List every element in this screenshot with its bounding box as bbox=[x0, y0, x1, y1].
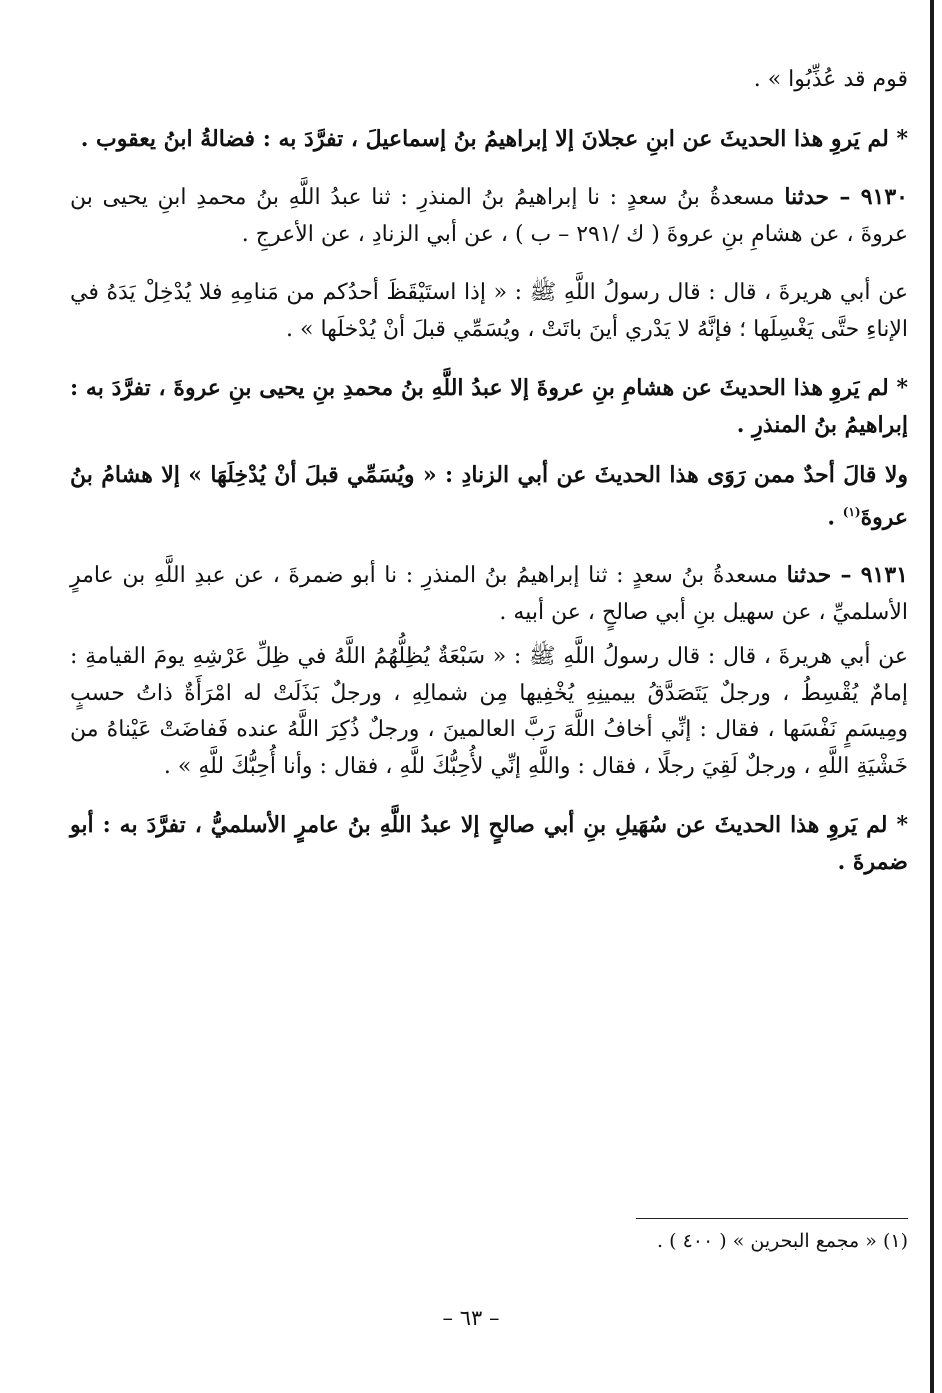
editor-note bbox=[70, 121, 908, 158]
paragraph-text: قوم قد عُذِّبُوا » . bbox=[753, 67, 908, 92]
hadith-number: ٩١٣١ – حدثنا bbox=[786, 562, 908, 589]
matn-text: عن أبي هريرةَ ، قال : قال رسولُ اللَّهِ ﷺ : « إذا استَيْقَظَ أحدُكم من مَنامِهِ فلا يُدْخِلْ يَدَهُ في الإناءِ حتَّى يَغْسِلَها ؛ فإنَّهُ لا يَدْري أينَ باتَتْ ، ويُسَمِّي قبلَ أنْ يُدْخلَها » . bbox=[70, 280, 908, 342]
footnote-separator bbox=[636, 1218, 908, 1219]
hadith-matn bbox=[70, 275, 908, 348]
hadith-matn bbox=[70, 639, 908, 785]
footnote-reference[interactable]: (١) bbox=[842, 504, 861, 519]
editor-note bbox=[70, 370, 908, 443]
isnad-text: مسعدةُ بنُ سعدٍ : نا إبراهيمُ بنُ المنذرِ : ثنا عبدُ اللَّهِ بنُ محمدِ ابنِ يحيى بن عروةَ ، عن هشامِ بنِ عروةَ ( ك /٢٩١ – ب ) ، عن أبي الزنادِ ، عن الأعرجِ . bbox=[70, 185, 908, 247]
isnad-text: مسعدةُ بنُ سعدٍ : ثنا إبراهيمُ بنُ المنذرِ : نا أبو ضمرةَ ، عن عبدِ اللَّهِ بن عامرٍ الأسلميِّ ، عن سهيل بنِ أبي صالحٍ ، عن أبيه . bbox=[70, 563, 908, 625]
note-text: لم يَروِ هذا الحديثَ عن ابنِ عجلانَ إلا إبراهيمُ بنُ إسماعيلَ ، تفرَّدَ به : فضالةُ ابنُ يعقوب . bbox=[80, 125, 889, 152]
note-marker: * bbox=[896, 812, 908, 839]
paragraph-continuation bbox=[70, 62, 908, 99]
hadith-isnad-9131 bbox=[70, 557, 908, 631]
note-text: ولا قالَ أحدٌ ممن رَوَى هذا الحديثَ عن أبي الزنادِ : « ويُسَمِّي قبلَ أنْ يُدْخِلَهَا » إلا هشامُ بنُ عروةَ bbox=[70, 462, 908, 530]
note-end: . bbox=[827, 503, 836, 530]
matn-text: عن أبي هريرةَ ، قال : قال رسولُ اللَّهِ ﷺ : « سَبْعَةٌ يُظِلُّهُمُ اللَّهُ في ظِلِّ عَرْشِهِ يومَ القيامةِ : إمامٌ يُقْسِطُ ، ورجلٌ يَتَصَدَّقُ بيمينِهِ يُخْفِيها مِن شمالِهِ ، ورجلٌ بَذَلَتْ له امْرَأَةٌ ذاتُ حسبٍ ومِيسَمٍ نَفْسَها ، فقال : إنِّي أخافُ اللَّهَ رَبَّ العالمينَ ، ورجلٌ ذُكِرَ اللَّهُ عنده فَفاضَتْ عَيْناهُ من خَشْيَةِ اللَّهِ ، ورجلٌ لَقِيَ رجلًا ، فقال : واللَّهِ إنِّي لأُحِبُّكَ للَّهِ ، فقال : وأنا أُحِبُّكَ للَّهِ » . bbox=[70, 644, 908, 779]
page-binding-edge bbox=[930, 0, 934, 1393]
note-marker: * bbox=[896, 125, 908, 152]
note-text: لم يَروِ هذا الحديثَ عن هشامِ بنِ عروةَ إلا عبدُ اللَّهِ بنُ محمدِ بنِ يحيى بنِ عروةَ ، تفرَّدَ به : إبراهيمُ بنُ المنذرِ . bbox=[70, 375, 908, 438]
editor-note bbox=[70, 457, 908, 535]
note-text: لم يَروِ هذا الحديثَ عن سُهَيلِ بنِ أبي صالحٍ إلا عبدُ اللَّهِ بنُ عامرٍ الأسلميُّ ، تفرَّدَ به : أبو ضمرةَ . bbox=[70, 812, 908, 875]
page-number: – ٦٣ – bbox=[442, 1306, 500, 1330]
hadith-number: ٩١٣٠ – حدثنا bbox=[784, 184, 908, 210]
editor-note bbox=[70, 807, 908, 880]
hadith-isnad-9130 bbox=[70, 179, 908, 253]
page-body bbox=[70, 62, 908, 880]
note-marker: * bbox=[896, 375, 908, 401]
footnote: (١) « مجمع البحرين » ( ٤٠٠ ) . bbox=[657, 1230, 908, 1252]
